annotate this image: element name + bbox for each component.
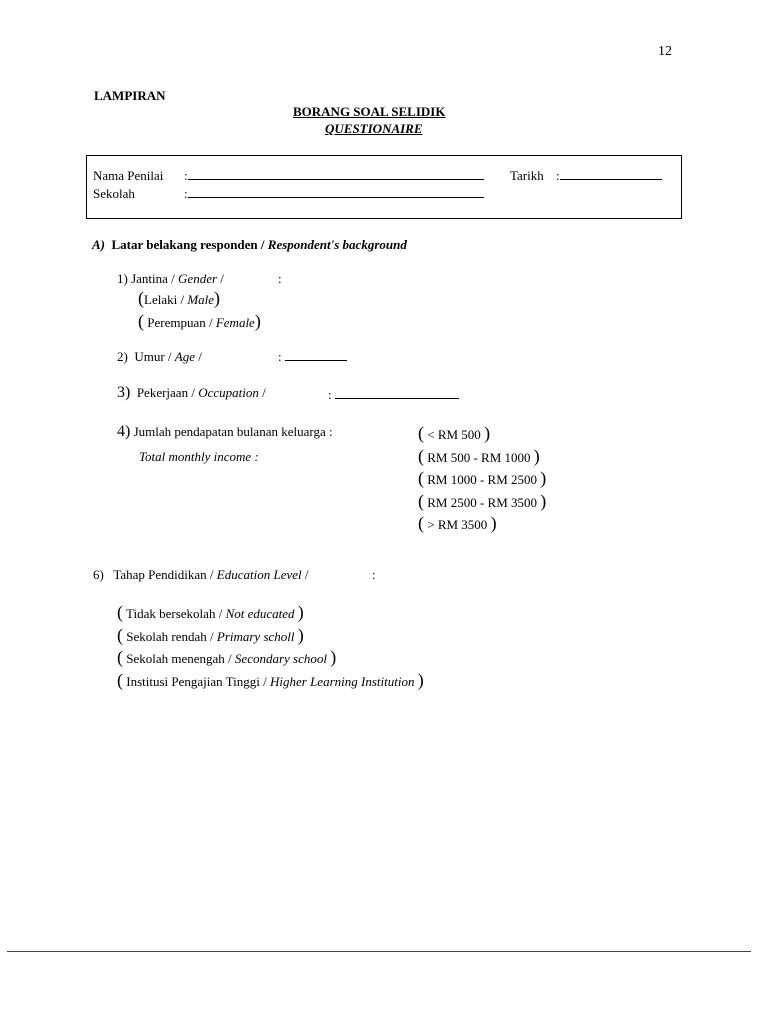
q6-option-3[interactable]: ( Sekolah menengah / Secondary school ) bbox=[117, 647, 337, 667]
q3-number: 3) bbox=[117, 384, 131, 401]
q6-label: 6) Tahap Pendidikan / Education Level / bbox=[93, 567, 309, 582]
q3-label: 3) Pekerjaan / Occupation / bbox=[117, 384, 266, 401]
section-a-title-english: Respondent's background bbox=[267, 237, 407, 252]
q4-label-english: Total monthly income : bbox=[139, 449, 259, 464]
q4-option-1[interactable]: ( < RM 500 ) bbox=[418, 423, 491, 443]
q2-number: 2) bbox=[117, 349, 128, 364]
section-a-heading bbox=[92, 237, 407, 253]
q1-label: 1) Jantina / Gender / bbox=[117, 271, 224, 286]
q4-option-3[interactable]: ( RM 1000 - RM 2500 ) bbox=[418, 468, 547, 488]
q4-label bbox=[117, 423, 333, 441]
sekolah-label: Sekolah bbox=[93, 186, 135, 201]
q2-age-field[interactable]: : bbox=[278, 349, 347, 365]
q6-label-english: Education Level bbox=[216, 567, 302, 582]
q2-label-malay: Umur / bbox=[134, 349, 172, 364]
q4-option-5[interactable]: ( > RM 3500 ) bbox=[418, 513, 497, 533]
q1-option-female[interactable]: ( Perempuan / Female) bbox=[138, 311, 261, 331]
q3-label-malay: Pekerjaan / bbox=[136, 385, 195, 400]
q1-label-malay: Jantina / bbox=[131, 271, 175, 286]
q4-label-malay: Jumlah pendapatan bulanan keluarga : bbox=[133, 424, 333, 439]
q4-option-4[interactable]: ( RM 2500 - RM 3500 ) bbox=[418, 491, 547, 511]
tarikh-label: Tarikh bbox=[510, 168, 544, 183]
q6-number: 6) bbox=[93, 567, 104, 582]
section-a-title-malay: Latar belakang responden / bbox=[111, 237, 265, 252]
section-a-marker: A) bbox=[92, 237, 105, 252]
q6-label-malay: Tahap Pendidikan / bbox=[113, 567, 214, 582]
q2-label: 2) Umur / Age / bbox=[117, 349, 202, 364]
q2-label-english: Age bbox=[174, 349, 196, 364]
nama-penilai-label: Nama Penilai bbox=[93, 168, 164, 183]
q1-number: 1) bbox=[117, 271, 128, 286]
q6-option-2[interactable]: ( Sekolah rendah / Primary scholl ) bbox=[117, 625, 304, 645]
q1-option-male[interactable]: (Lelaki / Male) bbox=[138, 288, 221, 308]
nama-penilai-field[interactable]: : bbox=[184, 168, 484, 184]
nama-penilai-row bbox=[93, 168, 163, 184]
sekolah-field[interactable]: : bbox=[184, 186, 484, 202]
tarikh-field[interactable]: : bbox=[556, 168, 662, 184]
q6-option-1[interactable]: ( Tidak bersekolah / Not educated ) bbox=[117, 602, 304, 622]
lampiran-heading: LAMPIRAN bbox=[94, 88, 166, 103]
page-number: 12 bbox=[658, 44, 672, 59]
q6-option-4[interactable]: ( Institusi Pengajian Tinggi / Higher Learning Institution ) bbox=[117, 670, 424, 690]
q4-option-2[interactable]: ( RM 500 - RM 1000 ) bbox=[418, 446, 540, 466]
form-title: BORANG SOAL SELIDIK bbox=[293, 104, 446, 119]
q1-label-english: Gender bbox=[178, 271, 218, 286]
form-subtitle: QUESTIONAIRE bbox=[325, 121, 423, 136]
q3-label-english: Occupation bbox=[198, 385, 259, 400]
footer-divider bbox=[7, 951, 751, 952]
q4-number: 4) bbox=[117, 423, 131, 440]
q3-occupation-field[interactable]: : bbox=[328, 387, 459, 403]
